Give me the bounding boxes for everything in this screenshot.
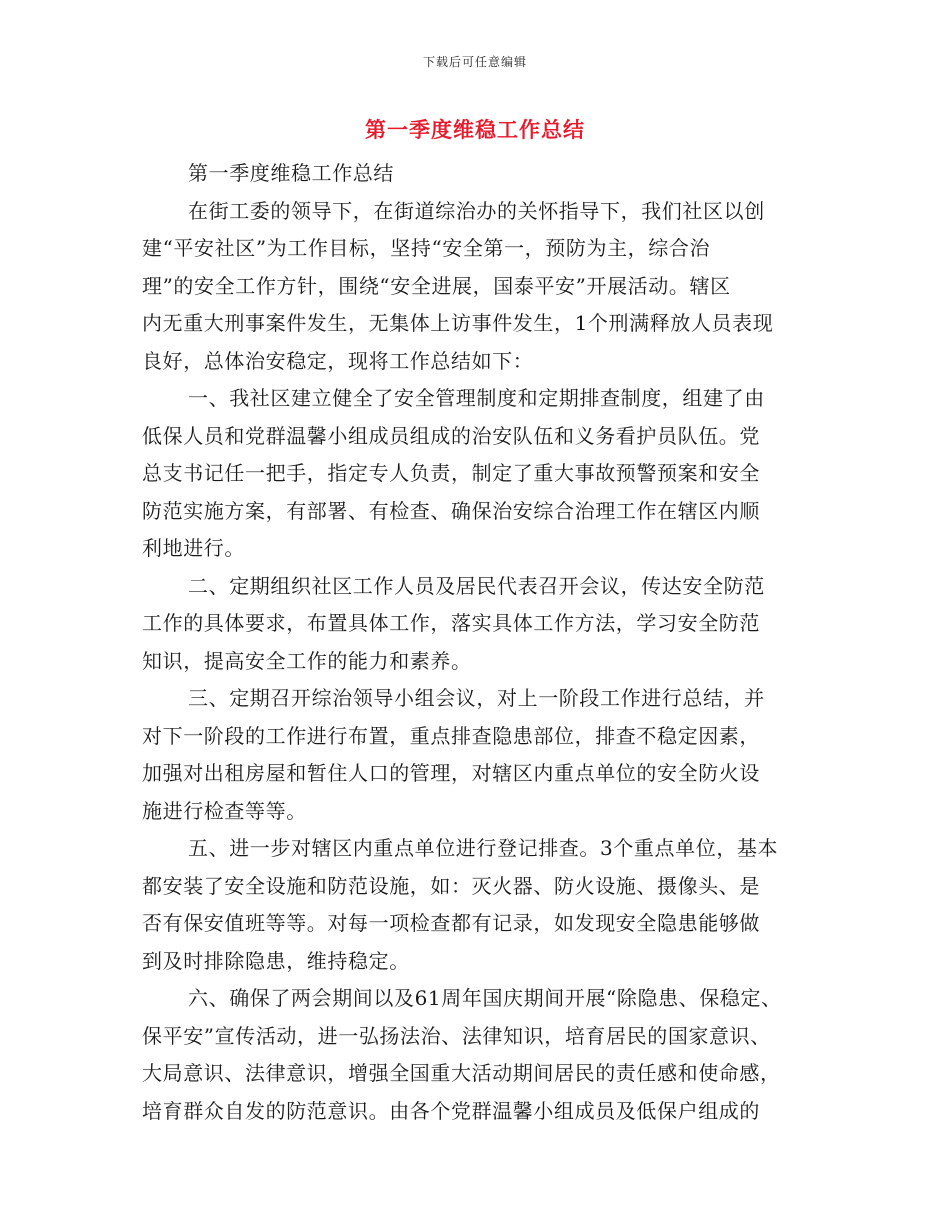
text-line: 六、确保了两会期间以及61周年国庆期间开展“除隐患、保稳定、 — [188, 986, 782, 1010]
text-line: 总支书记任一把手，指定专人负责，制定了重大事故预警预案和安全 — [142, 461, 760, 485]
paragraph-intro — [142, 193, 822, 381]
text-line: 工作的具体要求，布置具体工作，落实具体工作方法，学习安全防范 — [142, 611, 760, 635]
document-body — [142, 155, 822, 1130]
text-line: 第一季度维稳工作总结 — [188, 161, 394, 185]
text-line: 低保人员和党群温馨小组成员组成的治安队伍和义务看护员队伍。党 — [142, 423, 760, 448]
text-line: 建“平安社区”为工作目标，坚持“安全第一，预防为主，综合治 — [142, 236, 711, 260]
text-line: 对下一阶段的工作进行布置，重点排查隐患部位，排查不稳定因素， — [142, 723, 760, 748]
paragraph-item-2 — [142, 568, 822, 681]
paragraph-item-1 — [142, 380, 822, 568]
text-line: 保平安”宣传活动，进一弘扬法治、法律知识，培育居民的国家意识、 — [142, 1023, 771, 1048]
text-line: 知识，提高安全工作的能力和素养。 — [142, 648, 472, 673]
text-line: 利地进行。 — [142, 536, 245, 560]
text-line: 否有保安值班等等。对每一项检查都有记录，如发现安全隐患能够做 — [142, 911, 760, 935]
paragraph-item-3 — [142, 680, 822, 830]
text-line: 在街工委的领导下，在街道综治办的关怀指导下，我们社区以创 — [188, 198, 765, 223]
document-title: 第一季度维稳工作总结 — [365, 117, 585, 142]
text-line: 理”的安全工作方针，围绕“安全进展，国泰平安”开展活动。辖区 — [142, 273, 731, 298]
header-note: 下载后可任意编辑 — [422, 55, 527, 69]
text-line: 都安装了安全设施和防范设施，如：灭火器、防火设施、摄像头、是 — [142, 873, 760, 898]
paragraph-subtitle — [142, 155, 822, 193]
text-line: 大局意识、法律意识，增强全国重大活动期间居民的责任感和使命感， — [142, 1061, 781, 1085]
text-line: 防范实施方案，有部署、有检查、确保治安综合治理工作在辖区内顺 — [142, 498, 760, 523]
paragraph-item-6 — [142, 980, 822, 1130]
text-line: 一、我社区建立健全了安全管理制度和定期排查制度，组建了由 — [188, 386, 765, 410]
paragraph-item-5 — [142, 830, 822, 980]
text-line: 施进行检查等等。 — [142, 798, 307, 823]
text-line: 培育群众自发的防范意识。由各个党群温馨小组成员及低保户组成的 — [142, 1098, 760, 1123]
text-line: 良好，总体治安稳定，现将工作总结如下： — [142, 348, 534, 373]
text-line: 五、进一步对辖区内重点单位进行登记排查。3个重点单位，基本 — [188, 836, 779, 860]
text-line: 内无重大刑事案件发生，无集体上访事件发生，1个刑满释放人员表现 — [142, 311, 774, 335]
text-line: 二、定期组织社区工作人员及居民代表召开会议，传达安全防范 — [188, 573, 765, 598]
text-line: 到及时排除隐患，维持稳定。 — [142, 948, 410, 973]
text-line: 加强对出租房屋和暂住人口的管理，对辖区内重点单位的安全防火设 — [142, 761, 760, 785]
text-line: 三、定期召开综治领导小组会议，对上一阶段工作进行总结，并 — [188, 686, 765, 710]
